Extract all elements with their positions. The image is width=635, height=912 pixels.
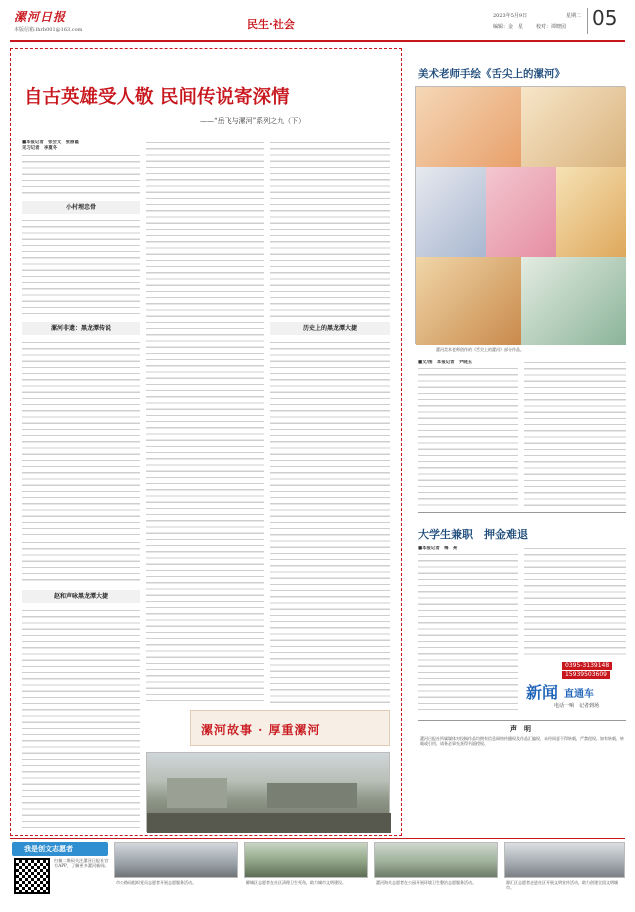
lead-body-col1-d [22, 540, 140, 585]
feature-body-col1: ■文/图 本报记者 尹晓玉 [418, 360, 518, 508]
photo-caption-2: 郾城区志愿者在社区清理卫生死角，助力城市文明建设。 [246, 880, 346, 885]
lead-article-title: 自古英雄受人敬 民间传说寄深情 [24, 87, 290, 108]
statement-text: 漯河日报社所属媒体对投稿作品均拥有信息网络传播权及作品汇编权，未经同意不得转载，严禁侵权。如有转载、转载或引用，请务必事先获得书面授权。 [420, 736, 624, 747]
feature-title: 美术老师手绘《舌尖上的漯河》 [418, 68, 565, 80]
qr-code[interactable] [14, 858, 50, 894]
news-hotline-ad [524, 660, 626, 716]
masthead [10, 6, 625, 40]
masthead-rule [10, 40, 625, 42]
page-number: 05 [592, 6, 618, 30]
statement-title: 声 明 [510, 724, 531, 733]
article2-body-col1: ■本报记者 梅 亮 [418, 546, 518, 716]
subhead-4: 历史上的黑龙潭大捷 [270, 322, 390, 335]
series-banner [190, 710, 390, 746]
email-line: 本版信箱:lhrb001@163.com [14, 27, 83, 33]
lead-body-col3-a [270, 140, 390, 318]
volunteer-photo-3 [374, 842, 498, 878]
lead-body-col1-b [22, 218, 140, 318]
lead-body-col1-c [22, 340, 140, 535]
lead-article-subtitle: ——“岳飞与漯河”系列之九（下） [200, 117, 306, 125]
food-illustrations [415, 86, 625, 344]
feature-body-col2 [524, 360, 626, 508]
lead-byline: ■本报记者 张会文 张丽霞 见习记者 李夏冬 [22, 140, 79, 152]
lead-body-col1-e [22, 608, 140, 830]
ad-brand-small: 直通车 [564, 689, 594, 700]
qr-description: 扫描二维码关注漯河日报社官方APP，了解更多漯河新闻。 [54, 858, 109, 869]
series-banner-text: 漯河故事 · 厚重漯河 [201, 723, 321, 737]
volunteer-photo-1 [114, 842, 238, 878]
lead-body-col1-a [22, 153, 140, 197]
article2-title: 大学生兼职 押金难退 [418, 528, 528, 541]
ad-brand-big: 新闻 [526, 683, 559, 702]
volunteer-photo-4 [504, 842, 625, 878]
editor: 编辑：金 星 [493, 24, 524, 30]
lead-body-col3-b [270, 340, 390, 705]
subhead-1: 小村埋忠骨 [22, 201, 140, 214]
section-title: 民生·社会 [247, 18, 295, 31]
photo-caption-1: 市公路局组织党员志愿者开展志愿服务活动。 [116, 880, 196, 885]
proofreader: 校对：谭晓园 [536, 24, 567, 30]
volunteer-photo-2 [244, 842, 368, 878]
lead-body-col2 [146, 140, 264, 705]
ad-slogan: 电话一响 记者到场 [554, 703, 600, 709]
photo-caption-3: 漯河海关志愿者在公园开展环境卫生整治志愿服务活动。 [376, 880, 476, 885]
photo-caption-4: 源汇区志愿者走进社区开展文明宣传活动，助力创建全国文明城市。 [506, 880, 618, 891]
subhead-2: 漯河非遗：黑龙潭传说 [22, 322, 140, 335]
issue-date: 2023年5月9日 [493, 13, 528, 19]
volunteer-banner [12, 842, 108, 856]
village-photo [146, 752, 390, 832]
newspaper-logo: 漯河日报 [14, 10, 67, 24]
hotline-1: 0395-3139148 [562, 662, 612, 670]
weekday: 星期二 [566, 13, 582, 19]
feature-caption: 漯河美术老师创作的《舌尖上的漯河》部分作品。 [436, 347, 524, 352]
volunteer-banner-text: 我是创文志愿者 [24, 844, 73, 853]
hotline-2: 15939503609 [562, 671, 610, 679]
article2-body-col2 [524, 546, 626, 656]
subhead-3: 赵和声咏黑龙潭大捷 [22, 590, 140, 603]
